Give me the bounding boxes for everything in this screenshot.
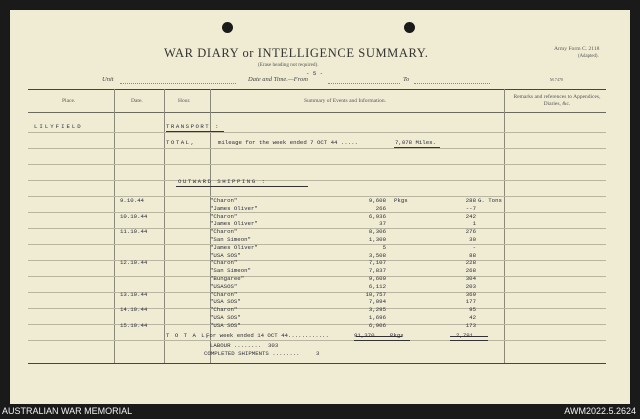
- shipping-tons: 203: [465, 282, 476, 290]
- date-time-label: Date and Time.—From: [248, 76, 308, 83]
- shipping-vessel: "USA SOS": [210, 314, 241, 321]
- row-rule: [28, 324, 606, 325]
- print-code: M.7470: [550, 77, 564, 82]
- shipping-date: 11.10.44: [120, 228, 148, 236]
- shipping-vessel: "USA SOS": [210, 321, 241, 329]
- column-divider-remarks: [504, 89, 505, 363]
- shipping-tons: 42: [469, 314, 476, 321]
- row-rule: [28, 276, 606, 277]
- labour-value: 303: [268, 342, 279, 349]
- row-rule: [28, 148, 606, 149]
- transport-heading: TRANSPORT :: [166, 123, 221, 130]
- miles-underline: [394, 147, 440, 148]
- page-title: WAR DIARY or INTELLIGENCE SUMMARY.: [164, 46, 429, 60]
- shipping-vessel: "Charon": [210, 212, 238, 220]
- shipping-vessel: "San Simeon": [210, 267, 251, 275]
- shipping-tons: 268: [465, 267, 476, 275]
- page-subtitle: (Erase heading not required).: [258, 62, 319, 68]
- column-divider-date: [114, 89, 115, 363]
- row-rule: [28, 228, 606, 229]
- shipping-tons-unit: G. Tons: [478, 197, 502, 204]
- column-header-date: Date.: [131, 98, 143, 104]
- column-header-place: Place.: [62, 98, 76, 104]
- shipping-pkgs-unit: Pkgs: [394, 197, 408, 204]
- shipping-vessel: "Charon": [210, 259, 238, 267]
- weekly-total-text: For week ended 14 OCT 44............: [206, 332, 329, 339]
- shipping-tons: 228: [465, 259, 476, 267]
- transport-underline: [166, 131, 224, 132]
- shipping-pkgs: 7,837: [368, 267, 386, 275]
- transport-total-miles: 7,078 Miles.: [395, 139, 436, 146]
- form-adapted: (Adapted).: [578, 54, 599, 59]
- punch-hole-left: [222, 22, 233, 33]
- column-divider-hour: [164, 89, 165, 363]
- shipping-vessel: "Charon": [210, 197, 238, 204]
- shipping-pkgs: 1,300: [368, 236, 386, 243]
- shipping-tons: 242: [465, 212, 476, 220]
- diary-page: [10, 10, 630, 404]
- shipping-date: 9.10.44: [120, 197, 144, 204]
- row-rule: [28, 212, 606, 213]
- row-rule: [28, 292, 606, 293]
- weekly-total-label: T O T A L,: [166, 332, 211, 339]
- shipping-vessel: "Bungaree": [210, 275, 245, 282]
- shipping-vessel: "James Oliver": [210, 204, 258, 212]
- shipping-pkgs: 6,906: [368, 321, 386, 329]
- shipping-tons: 88: [469, 251, 476, 259]
- shipping-vessel: "USA SOS": [210, 251, 241, 259]
- shipping-tons: -: [472, 243, 476, 251]
- form-reference: Army Form C. 2118: [554, 46, 600, 52]
- shipping-pkgs: 9,608: [368, 197, 386, 204]
- date-to-line: [414, 83, 490, 84]
- weekly-total-pkgs: 91,370: [354, 332, 375, 339]
- outward-shipping-heading: OUTWARD SHIPPING :: [178, 178, 267, 185]
- footer-institution: AUSTRALIAN WAR MEMORIAL: [2, 406, 133, 416]
- shipping-tons: 369: [465, 290, 476, 298]
- shipping-pkgs: 3,295: [368, 306, 386, 314]
- date-from-line: [328, 83, 400, 84]
- completed-shipments-label: COMPLETED SHIPMENTS ........: [204, 350, 300, 357]
- shipping-tons: 30: [469, 236, 476, 243]
- shipping-pkgs: 9,600: [368, 275, 386, 282]
- shipping-vessel: "Charon": [210, 228, 238, 236]
- row-rule: [28, 308, 606, 309]
- pkgs-total-underline: [354, 340, 410, 341]
- shipping-vessel: "USA SOS": [210, 298, 241, 306]
- shipping-date: 10.10.44: [120, 212, 148, 220]
- shipping-tons: 288: [465, 197, 476, 204]
- unit-field-line: [120, 83, 236, 84]
- shipping-vessel: "USASOS": [210, 282, 238, 290]
- column-header-remarks: Remarks and references to Appendices, Diaries, &c.: [513, 94, 601, 107]
- shipping-vessel: "Charon": [210, 306, 238, 314]
- row-rule: [28, 164, 606, 165]
- shipping-pkgs: 7,094: [368, 298, 386, 306]
- shipping-pkgs: 6,112: [368, 282, 386, 290]
- transport-total-label: TOTAL,: [166, 139, 196, 146]
- row-rule: [28, 180, 606, 181]
- shipping-pkgs: 266: [375, 204, 386, 212]
- shipping-date: 13.10.44: [120, 290, 148, 298]
- table-bottom-rule: [28, 363, 606, 364]
- shipping-vessel: "James Oliver": [210, 220, 258, 228]
- tons-total-underline: [450, 340, 488, 341]
- shipping-date: 12.10.44: [120, 259, 148, 267]
- row-rule: [28, 340, 606, 341]
- shipping-tons: 276: [465, 228, 476, 236]
- shipping-pkgs: 5: [382, 243, 386, 251]
- shipping-date: 14.10.44: [120, 306, 148, 314]
- shipping-tons: 1: [472, 220, 476, 228]
- column-header-hour: Hour.: [178, 98, 191, 104]
- shipping-pkgs: 7,107: [368, 259, 386, 267]
- weekly-total-pkgs-unit: Pkgs: [390, 332, 404, 339]
- shipping-pkgs: 37: [379, 220, 386, 228]
- shipping-pkgs: 3,508: [368, 251, 386, 259]
- column-header-summary: Summary of Events and Information.: [304, 98, 387, 104]
- shipping-tons: 177: [465, 298, 476, 306]
- completed-shipments-value: 3: [316, 350, 320, 357]
- shipping-pkgs: 8,306: [368, 228, 386, 236]
- shipping-pkgs: 10,757: [365, 290, 386, 298]
- unit-mark: - 5 -: [306, 70, 324, 77]
- shipping-vessel: "San Simeon": [210, 236, 251, 243]
- row-rule: [28, 244, 606, 245]
- shipping-vessel: "Charon": [210, 290, 238, 298]
- unit-label: Unit: [102, 76, 114, 83]
- shipping-pkgs: 1,696: [368, 314, 386, 321]
- shipping-tons: 304: [465, 275, 476, 282]
- row-rule: [28, 132, 606, 133]
- to-label: To: [403, 76, 410, 83]
- shipping-date: 15.10.44: [120, 321, 148, 329]
- place-entry: LILYFIELD: [34, 123, 83, 130]
- row-rule: [28, 196, 606, 197]
- shipping-tons: 95: [469, 306, 476, 314]
- labour-label: LABOUR ........: [210, 342, 262, 349]
- weekly-total-tons: 2,791: [456, 332, 474, 339]
- shipping-tons: --7: [465, 204, 476, 212]
- shipping-pkgs: 6,936: [368, 212, 386, 220]
- punch-hole-right: [404, 22, 415, 33]
- footer-accession-number: AWM2022.5.2624: [564, 406, 636, 416]
- row-rule: [28, 260, 606, 261]
- outward-underline: [176, 186, 308, 187]
- shipping-tons: 173: [465, 321, 476, 329]
- transport-total-text: mileage for the week ended 7 OCT 44 .....: [218, 139, 358, 146]
- shipping-vessel: "James Oliver": [210, 243, 258, 251]
